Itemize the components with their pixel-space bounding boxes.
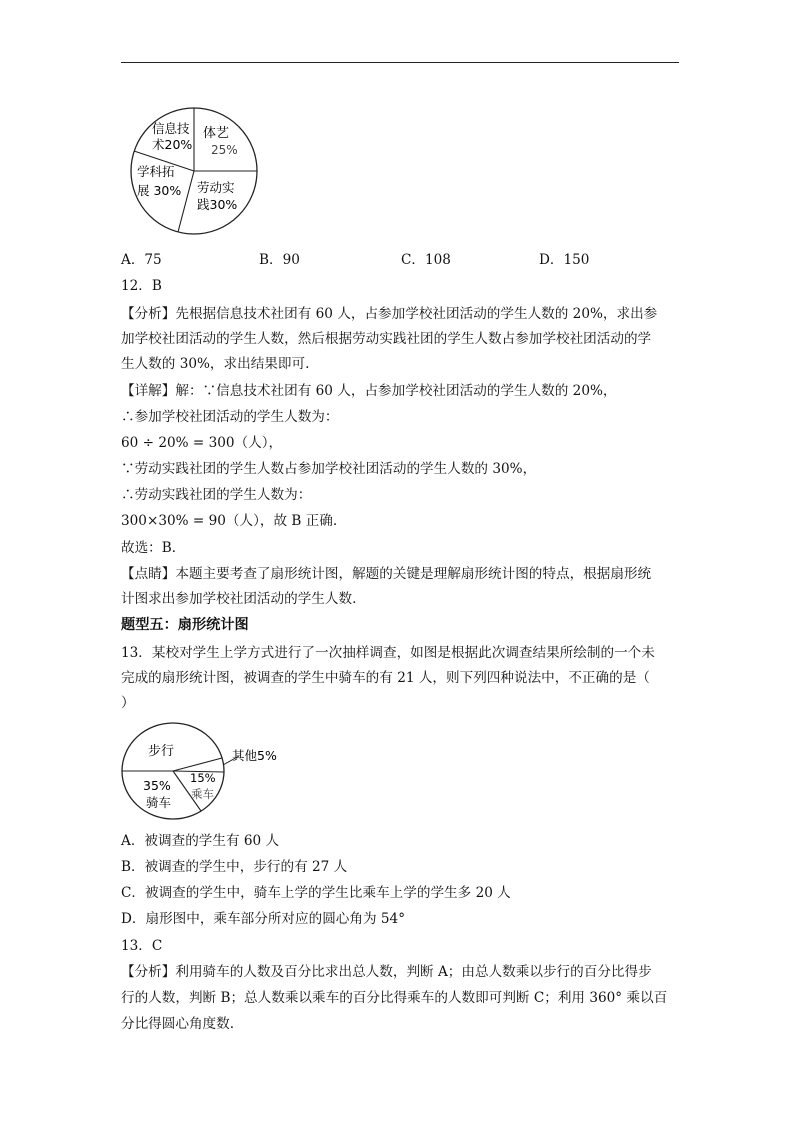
q12-detail-line: 60 ÷ 20% = 300（人）， [121, 435, 283, 451]
club-slice-laodong-line1: 劳动实 [197, 180, 235, 195]
q12-analysis-line: 【分析】先根据信息技术社团有 60 人，占参加学校社团活动的学生人数的 20%，求出参 [121, 306, 658, 322]
commute-pie-chart [114, 720, 284, 826]
q12-option-b: B．90 [259, 252, 300, 268]
q13-option-d: D．扇形图中，乘车部分所对应的圆心角为 54° [121, 911, 406, 927]
q12-answer: 12．B [121, 278, 162, 294]
commute-slice-bus-pct: 15% [190, 771, 216, 785]
q12-detail-line: ∴参加学校社团活动的学生人数为： [121, 409, 339, 425]
commute-slice-bike-label: 骑车 [146, 795, 172, 810]
club-slice-laodong-line2: 践30% [197, 197, 238, 212]
club-slice-tiyi-pct: 25% [211, 143, 238, 157]
q12-option-d: D．150 [539, 252, 590, 268]
q12-option-c: C．108 [401, 252, 451, 268]
q12-comment-line: 计图求出参加学校社团活动的学生人数. [121, 591, 357, 607]
club-slice-xinxi-line2: 术20% [152, 137, 193, 152]
q12-comment-line: 【点睛】本题主要考查了扇形统计图，解题的关键是理解扇形统计图的特点，根据扇形统 [121, 566, 652, 582]
q12-detail-line: ∵劳动实践社团的学生人数占参加学校社团活动的学生人数的 30%， [121, 461, 537, 477]
q13-stem-line: ） [121, 695, 135, 711]
q12-option-a: A．75 [121, 252, 162, 268]
q12-detail-line: 【详解】解：∵信息技术社团有 60 人，占参加学校社团活动的学生人数的 20%， [121, 383, 617, 399]
header-rule [121, 62, 679, 63]
commute-slice-bus-label: 乘车 [191, 787, 214, 801]
club-slice-xueke-line2: 展 30% [137, 183, 182, 198]
q13-analysis-line: 分比得圆心角度数. [121, 1016, 235, 1032]
commute-slice-other-label: 其他5% [232, 748, 277, 763]
q12-detail-line: ∴劳动实践社团的学生人数为： [121, 487, 312, 503]
club-slice-xinxi-line1: 信息技 [152, 121, 190, 136]
commute-slice-walk-label: 步行 [148, 744, 175, 759]
q12-analysis-line: 生人数的 30%，求出结果即可. [121, 356, 310, 372]
commute-slice-bike-pct: 35% [143, 778, 171, 793]
q13-analysis-line: 【分析】利用骑车的人数及百分比求出总人数，判断 A；由总人数乘以步行的百分比得步 [121, 964, 652, 980]
q13-stem-line: 13．某校对学生上学方式进行了一次抽样调查，如图是根据此次调查结果所绘制的一个未 [121, 645, 655, 661]
q13-answer: 13．C [121, 938, 163, 954]
q12-choice: 故选：B． [121, 540, 186, 556]
q13-option-a: A．被调查的学生有 60 人 [121, 833, 280, 849]
q12-analysis-line: 加学校社团活动的学生人数，然后根据劳动实践社团的学生人数占参加学校社团活动的学 [121, 331, 652, 347]
club-slice-tiyi-label: 体艺 [203, 126, 230, 141]
q13-stem-line: 完成的扇形统计图，被调查的学生中骑车的有 21 人，则下列四种说法中，不正确的是（ [121, 670, 650, 686]
q12-detail-line: 300×30% = 90（人），故 B 正确. [121, 513, 338, 529]
club-slice-xueke-line1: 学科拓 [137, 164, 175, 179]
q13-option-c: C．被调查的学生中，骑车上学的学生比乘车上学的学生多 20 人 [121, 885, 511, 901]
section-title: 题型五：扇形统计图 [121, 617, 249, 633]
q13-option-b: B．被调查的学生中，步行的有 27 人 [121, 859, 348, 875]
q13-analysis-line: 行的人数，判断 B；总人数乘以乘车的百分比得乘车的人数即可判断 C；利用 360° 乘以百 [121, 990, 668, 1006]
club-pie-chart [128, 104, 264, 240]
